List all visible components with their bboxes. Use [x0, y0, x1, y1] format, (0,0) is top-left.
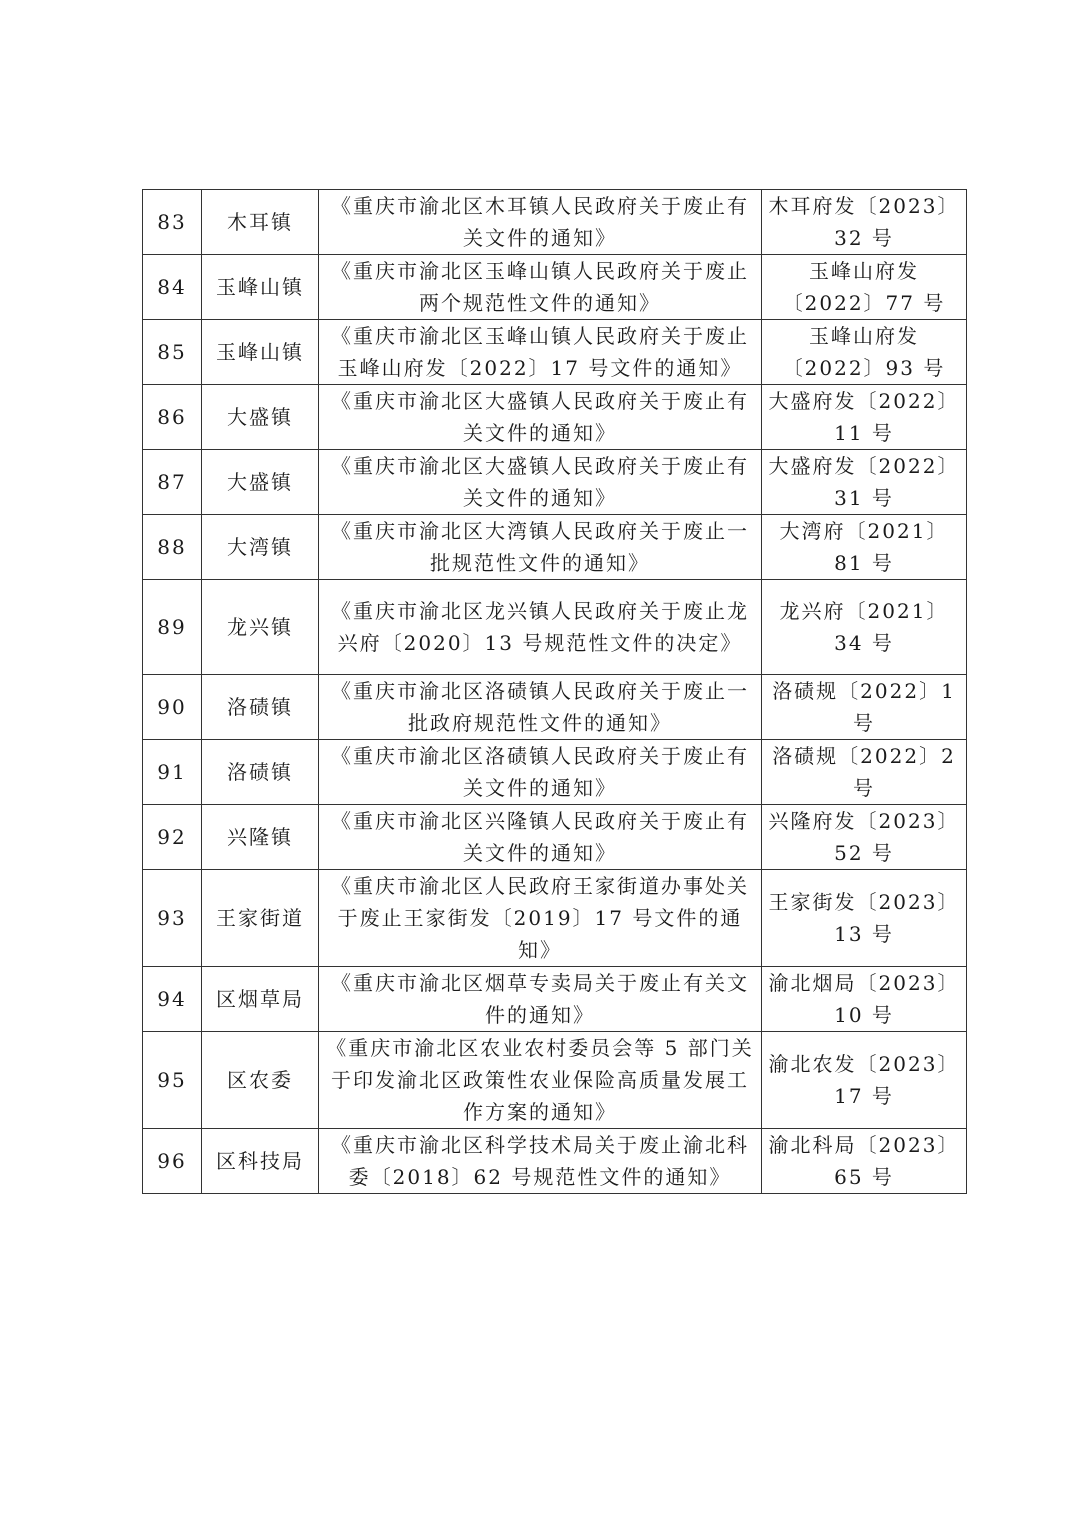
document-number: 渝北科局〔2023〕65 号	[762, 1129, 967, 1194]
issuing-unit: 龙兴镇	[202, 580, 319, 675]
document-table	[142, 189, 967, 1194]
issuing-unit: 木耳镇	[202, 190, 319, 255]
table-row	[143, 675, 967, 740]
document-title: 《重庆市渝北区烟草专卖局关于废止有关文件的通知》	[319, 967, 762, 1032]
row-number: 86	[143, 385, 202, 450]
document-title: 《重庆市渝北区龙兴镇人民政府关于废止龙兴府〔2020〕13 号规范性文件的决定》	[319, 580, 762, 675]
document-number: 玉峰山府发〔2022〕77 号	[762, 255, 967, 320]
issuing-unit: 区科技局	[202, 1129, 319, 1194]
row-number: 83	[143, 190, 202, 255]
document-title: 《重庆市渝北区洛碛镇人民政府关于废止一批政府规范性文件的通知》	[319, 675, 762, 740]
row-number: 91	[143, 740, 202, 805]
document-number: 洛碛规〔2022〕2 号	[762, 740, 967, 805]
table-row	[143, 190, 967, 255]
document-title: 《重庆市渝北区人民政府王家街道办事处关于废止王家街发〔2019〕17 号文件的通知》	[319, 870, 762, 967]
document-number: 渝北烟局〔2023〕10 号	[762, 967, 967, 1032]
document-title: 《重庆市渝北区科学技术局关于废止渝北科委〔2018〕62 号规范性文件的通知》	[319, 1129, 762, 1194]
table-row	[143, 320, 967, 385]
document-number: 洛碛规〔2022〕1 号	[762, 675, 967, 740]
document-number: 玉峰山府发〔2022〕93 号	[762, 320, 967, 385]
row-number: 93	[143, 870, 202, 967]
issuing-unit: 大湾镇	[202, 515, 319, 580]
issuing-unit: 区烟草局	[202, 967, 319, 1032]
document-number: 木耳府发〔2023〕32 号	[762, 190, 967, 255]
issuing-unit: 洛碛镇	[202, 740, 319, 805]
table-row	[143, 515, 967, 580]
row-number: 89	[143, 580, 202, 675]
row-number: 88	[143, 515, 202, 580]
row-number: 95	[143, 1032, 202, 1129]
issuing-unit: 王家街道	[202, 870, 319, 967]
document-title: 《重庆市渝北区大盛镇人民政府关于废止有关文件的通知》	[319, 450, 762, 515]
document-number: 大湾府〔2021〕81 号	[762, 515, 967, 580]
row-number: 92	[143, 805, 202, 870]
row-number: 90	[143, 675, 202, 740]
table-row	[143, 450, 967, 515]
issuing-unit: 大盛镇	[202, 450, 319, 515]
issuing-unit: 区农委	[202, 1032, 319, 1129]
issuing-unit: 玉峰山镇	[202, 320, 319, 385]
document-title: 《重庆市渝北区洛碛镇人民政府关于废止有关文件的通知》	[319, 740, 762, 805]
table-row	[143, 255, 967, 320]
document-number: 兴隆府发〔2023〕52 号	[762, 805, 967, 870]
document-number: 大盛府发〔2022〕31 号	[762, 450, 967, 515]
document-title: 《重庆市渝北区木耳镇人民政府关于废止有关文件的通知》	[319, 190, 762, 255]
document-title: 《重庆市渝北区兴隆镇人民政府关于废止有关文件的通知》	[319, 805, 762, 870]
document-number: 王家街发〔2023〕13 号	[762, 870, 967, 967]
document-title: 《重庆市渝北区玉峰山镇人民政府关于废止玉峰山府发〔2022〕17 号文件的通知》	[319, 320, 762, 385]
table-row	[143, 967, 967, 1032]
issuing-unit: 洛碛镇	[202, 675, 319, 740]
document-number: 龙兴府〔2021〕34 号	[762, 580, 967, 675]
document-title: 《重庆市渝北区农业农村委员会等 5 部门关于印发渝北区政策性农业保险高质量发展工作方案的通知》	[319, 1032, 762, 1129]
row-number: 85	[143, 320, 202, 385]
row-number: 84	[143, 255, 202, 320]
document-title: 《重庆市渝北区大湾镇人民政府关于废止一批规范性文件的通知》	[319, 515, 762, 580]
row-number: 96	[143, 1129, 202, 1194]
issuing-unit: 大盛镇	[202, 385, 319, 450]
table-row	[143, 1129, 967, 1194]
table-row	[143, 805, 967, 870]
table-row	[143, 1032, 967, 1129]
table-row	[143, 740, 967, 805]
table-row	[143, 870, 967, 967]
row-number: 94	[143, 967, 202, 1032]
document-title: 《重庆市渝北区玉峰山镇人民政府关于废止两个规范性文件的通知》	[319, 255, 762, 320]
issuing-unit: 兴隆镇	[202, 805, 319, 870]
table-row	[143, 385, 967, 450]
document-number: 渝北农发〔2023〕17 号	[762, 1032, 967, 1129]
table-row	[143, 580, 967, 675]
document-number: 大盛府发〔2022〕11 号	[762, 385, 967, 450]
document-title: 《重庆市渝北区大盛镇人民政府关于废止有关文件的通知》	[319, 385, 762, 450]
row-number: 87	[143, 450, 202, 515]
issuing-unit: 玉峰山镇	[202, 255, 319, 320]
